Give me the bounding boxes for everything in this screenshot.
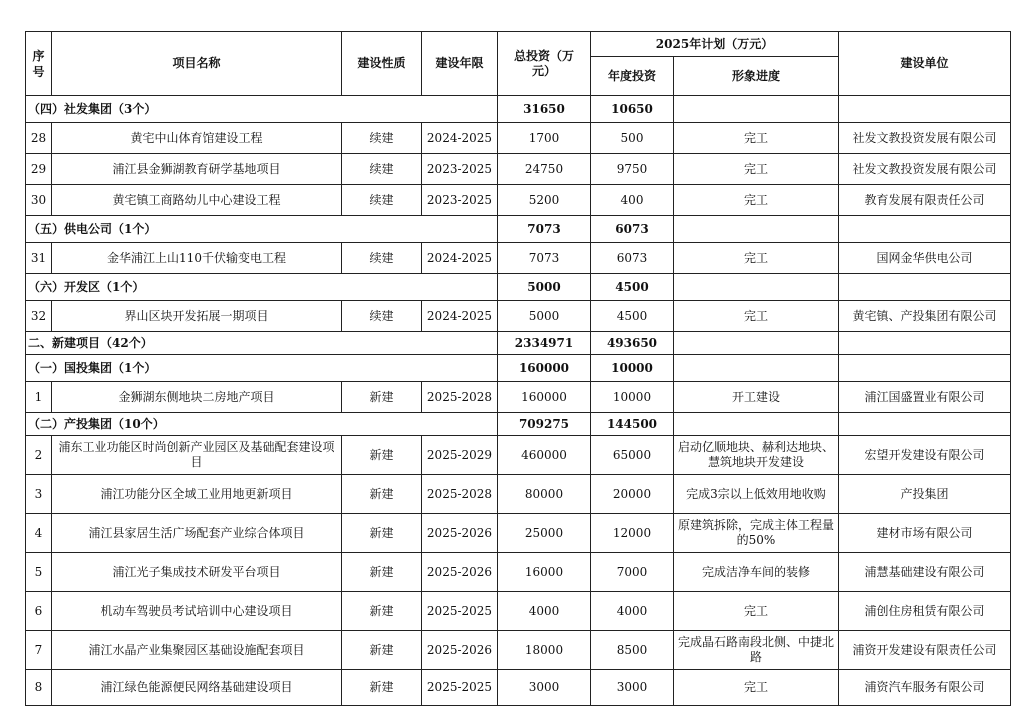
table-row [26, 670, 1011, 706]
row-annual: 6073 [591, 243, 674, 274]
row-no: 32 [26, 301, 52, 332]
row-progress: 启动亿顺地块、赫利达地块、慧筑地块开发建设 [674, 436, 839, 475]
row-unit: 建材市场有限公司 [839, 514, 1011, 553]
group-row [26, 332, 1011, 355]
row-unit: 教育发展有限责任公司 [839, 185, 1011, 216]
row-annual: 20000 [591, 475, 674, 514]
row-nature: 续建 [342, 243, 422, 274]
group-annual: 10650 [591, 96, 674, 123]
group-title: （五）供电公司（1个） [26, 216, 498, 243]
row-period: 2025-2028 [422, 382, 498, 413]
group-row [26, 355, 1011, 382]
row-unit: 浦创住房租赁有限公司 [839, 592, 1011, 631]
table-row [26, 592, 1011, 631]
header-progress: 形象进度 [674, 57, 839, 96]
row-name: 机动车驾驶员考试培训中心建设项目 [52, 592, 342, 631]
row-nature: 新建 [342, 436, 422, 475]
row-annual: 4000 [591, 592, 674, 631]
group-progress [674, 332, 839, 355]
row-unit: 社发文教投资发展有限公司 [839, 123, 1011, 154]
row-name: 浦江县家居生活广场配套产业综合体项目 [52, 514, 342, 553]
group-total: 7073 [498, 216, 591, 243]
row-annual: 8500 [591, 631, 674, 670]
row-name: 浦江县金狮湖教育研学基地项目 [52, 154, 342, 185]
header-period: 建设年限 [422, 32, 498, 96]
group-progress [674, 355, 839, 382]
row-nature: 新建 [342, 382, 422, 413]
row-progress: 完成晶石路南段北侧、中捷北路 [674, 631, 839, 670]
row-total: 160000 [498, 382, 591, 413]
group-row [26, 274, 1011, 301]
row-name: 金狮湖东侧地块二房地产项目 [52, 382, 342, 413]
group-annual: 10000 [591, 355, 674, 382]
row-period: 2025-2029 [422, 436, 498, 475]
row-annual: 400 [591, 185, 674, 216]
row-unit: 浦江国盛置业有限公司 [839, 382, 1011, 413]
row-period: 2025-2026 [422, 631, 498, 670]
table-row [26, 514, 1011, 553]
row-progress: 完工 [674, 154, 839, 185]
group-title: 二、新建项目（42个） [26, 332, 498, 355]
row-name: 浦江水晶产业集聚园区基础设施配套项目 [52, 631, 342, 670]
row-nature: 新建 [342, 514, 422, 553]
table-row [26, 154, 1011, 185]
group-title: （六）开发区（1个） [26, 274, 498, 301]
row-annual: 9750 [591, 154, 674, 185]
table-row [26, 631, 1011, 670]
row-no: 7 [26, 631, 52, 670]
row-no: 28 [26, 123, 52, 154]
row-name: 黄宅镇工商路幼儿中心建设工程 [52, 185, 342, 216]
row-total: 16000 [498, 553, 591, 592]
row-unit: 浦资汽车服务有限公司 [839, 670, 1011, 706]
row-period: 2025-2026 [422, 553, 498, 592]
row-unit: 黄宅镇、产投集团有限公司 [839, 301, 1011, 332]
row-unit: 宏望开发建设有限公司 [839, 436, 1011, 475]
group-unit [839, 332, 1011, 355]
group-progress [674, 274, 839, 301]
row-progress: 完工 [674, 301, 839, 332]
row-nature: 新建 [342, 553, 422, 592]
row-nature: 续建 [342, 185, 422, 216]
row-no: 31 [26, 243, 52, 274]
row-no: 2 [26, 436, 52, 475]
row-nature: 新建 [342, 475, 422, 514]
row-name: 黄宅中山体育馆建设工程 [52, 123, 342, 154]
table-row [26, 301, 1011, 332]
group-unit [839, 355, 1011, 382]
table-row [26, 475, 1011, 514]
row-no: 29 [26, 154, 52, 185]
row-no: 6 [26, 592, 52, 631]
header-annual: 年度投资 [591, 57, 674, 96]
row-nature: 续建 [342, 301, 422, 332]
row-no: 8 [26, 670, 52, 706]
group-progress [674, 96, 839, 123]
header-plan: 2025年计划（万元） [591, 32, 839, 57]
header-nature: 建设性质 [342, 32, 422, 96]
group-total: 709275 [498, 413, 591, 436]
table-row [26, 243, 1011, 274]
row-unit: 社发文教投资发展有限公司 [839, 154, 1011, 185]
row-period: 2025-2025 [422, 670, 498, 706]
row-annual: 65000 [591, 436, 674, 475]
row-period: 2025-2026 [422, 514, 498, 553]
row-name: 浦江功能分区全域工业用地更新项目 [52, 475, 342, 514]
row-progress: 完工 [674, 592, 839, 631]
row-progress: 完成3宗以上低效用地收购 [674, 475, 839, 514]
row-total: 1700 [498, 123, 591, 154]
row-no: 5 [26, 553, 52, 592]
project-table [25, 31, 1011, 706]
row-total: 460000 [498, 436, 591, 475]
row-annual: 4500 [591, 301, 674, 332]
row-progress: 完工 [674, 123, 839, 154]
group-total: 31650 [498, 96, 591, 123]
row-total: 18000 [498, 631, 591, 670]
row-unit: 浦慧基础建设有限公司 [839, 553, 1011, 592]
header-unit: 建设单位 [839, 32, 1011, 96]
group-unit [839, 96, 1011, 123]
row-nature: 新建 [342, 670, 422, 706]
header-seq: 序号 [26, 32, 52, 96]
header-name: 项目名称 [52, 32, 342, 96]
row-name: 浦江绿色能源便民网络基础建设项目 [52, 670, 342, 706]
group-title: （四）社发集团（3个） [26, 96, 498, 123]
group-progress [674, 413, 839, 436]
group-annual: 144500 [591, 413, 674, 436]
group-annual: 6073 [591, 216, 674, 243]
row-nature: 续建 [342, 154, 422, 185]
group-total: 5000 [498, 274, 591, 301]
group-annual: 4500 [591, 274, 674, 301]
row-period: 2023-2025 [422, 154, 498, 185]
row-no: 30 [26, 185, 52, 216]
row-progress: 完工 [674, 185, 839, 216]
row-no: 4 [26, 514, 52, 553]
row-name: 界山区块开发拓展一期项目 [52, 301, 342, 332]
row-annual: 10000 [591, 382, 674, 413]
row-annual: 7000 [591, 553, 674, 592]
row-total: 80000 [498, 475, 591, 514]
row-period: 2024-2025 [422, 301, 498, 332]
group-row [26, 413, 1011, 436]
row-unit: 产投集团 [839, 475, 1011, 514]
group-unit [839, 216, 1011, 243]
row-annual: 3000 [591, 670, 674, 706]
group-row [26, 216, 1011, 243]
group-unit [839, 274, 1011, 301]
row-total: 25000 [498, 514, 591, 553]
row-no: 3 [26, 475, 52, 514]
table-row [26, 382, 1011, 413]
row-progress: 完工 [674, 670, 839, 706]
table-row [26, 553, 1011, 592]
group-title: （二）产投集团（10个） [26, 413, 498, 436]
row-name: 浦东工业功能区时尚创新产业园区及基础配套建设项目 [52, 436, 342, 475]
header-total: 总投资（万元） [498, 32, 591, 96]
row-total: 3000 [498, 670, 591, 706]
row-name: 金华浦江上山110千伏输变电工程 [52, 243, 342, 274]
row-progress: 原建筑拆除，完成主体工程量的50% [674, 514, 839, 553]
row-total: 24750 [498, 154, 591, 185]
table-row [26, 123, 1011, 154]
row-progress: 开工建设 [674, 382, 839, 413]
group-total: 2334971 [498, 332, 591, 355]
row-unit: 国网金华供电公司 [839, 243, 1011, 274]
group-total: 160000 [498, 355, 591, 382]
table-row [26, 185, 1011, 216]
row-progress: 完成洁净车间的装修 [674, 553, 839, 592]
group-annual: 493650 [591, 332, 674, 355]
table-row [26, 436, 1011, 475]
row-total: 4000 [498, 592, 591, 631]
row-annual: 500 [591, 123, 674, 154]
group-row [26, 96, 1011, 123]
row-annual: 12000 [591, 514, 674, 553]
row-nature: 续建 [342, 123, 422, 154]
row-nature: 新建 [342, 631, 422, 670]
row-period: 2025-2028 [422, 475, 498, 514]
row-period: 2024-2025 [422, 243, 498, 274]
row-total: 7073 [498, 243, 591, 274]
row-no: 1 [26, 382, 52, 413]
row-total: 5000 [498, 301, 591, 332]
group-title: （一）国投集团（1个） [26, 355, 498, 382]
group-unit [839, 413, 1011, 436]
row-period: 2023-2025 [422, 185, 498, 216]
row-total: 5200 [498, 185, 591, 216]
row-period: 2025-2025 [422, 592, 498, 631]
row-nature: 新建 [342, 592, 422, 631]
row-progress: 完工 [674, 243, 839, 274]
row-period: 2024-2025 [422, 123, 498, 154]
group-progress [674, 216, 839, 243]
row-unit: 浦资开发建设有限责任公司 [839, 631, 1011, 670]
row-name: 浦江光子集成技术研发平台项目 [52, 553, 342, 592]
